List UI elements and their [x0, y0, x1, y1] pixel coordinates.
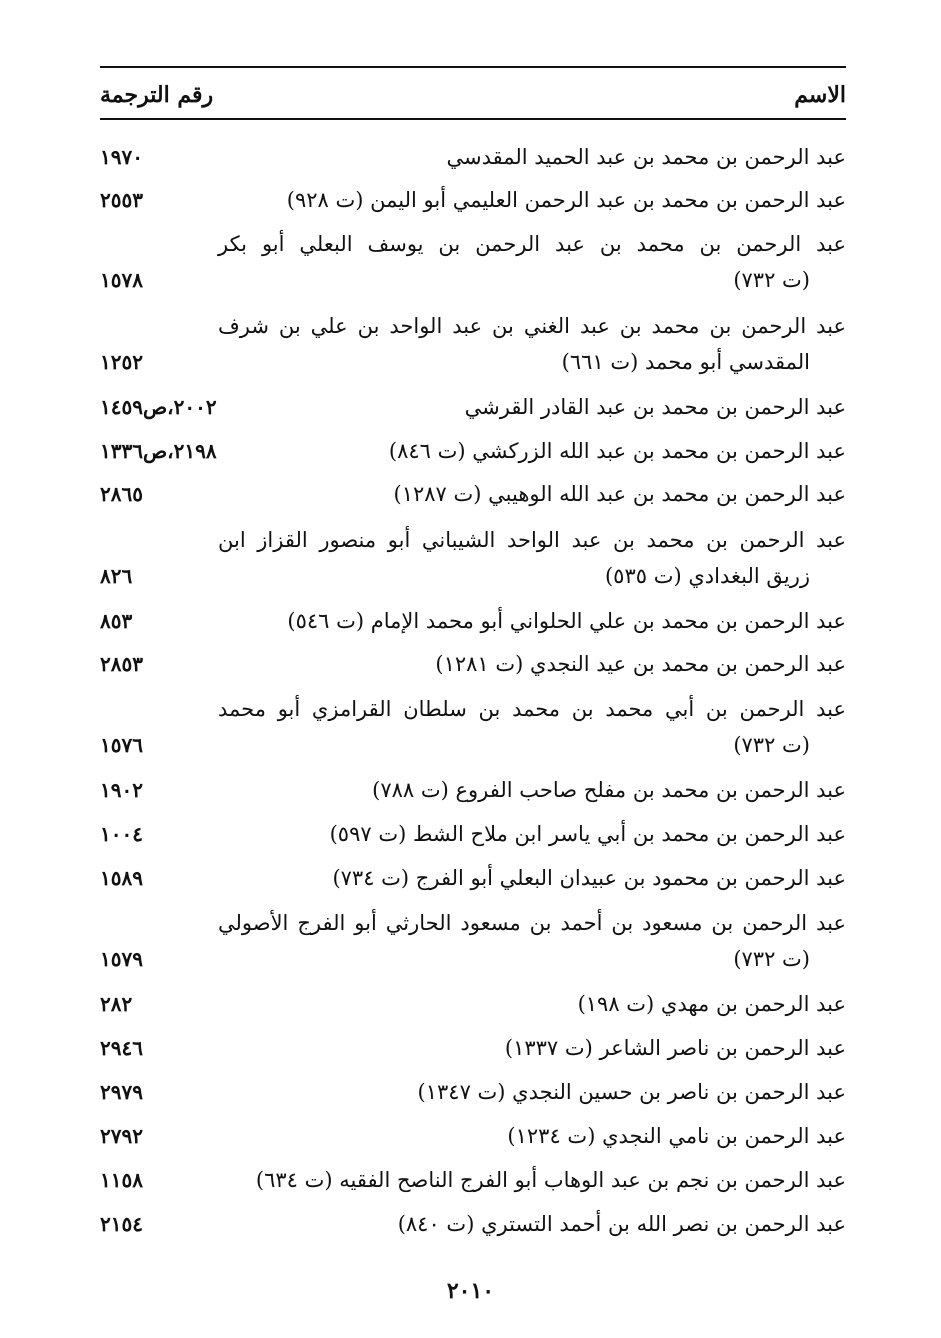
entry-name: [218, 860, 846, 896]
entries-list: [100, 0, 846, 1338]
entry-number: ١٩٧٠: [100, 145, 143, 169]
entry-name: [218, 1030, 846, 1066]
entry-number: ١٩٠٢: [100, 778, 143, 802]
entry-name-line1: عبد الرحمن بن محمد بن مفلح صاحب الفروع (ت ٧٨٨): [372, 778, 846, 802]
entry-name: [218, 986, 846, 1022]
entry-name: [218, 1074, 846, 1110]
entry-name: [218, 816, 846, 852]
entry-name: [218, 389, 846, 425]
entry-name: [218, 522, 846, 594]
entry-name-line1: عبد الرحمن بن نجم بن عبد الوهاب أبو الفرج الناصح الفقيه (ت ٦٣٤): [255, 1168, 846, 1192]
entry-number: ٢٩٤٦: [100, 1036, 143, 1060]
number-column-header: رقم الترجمة: [100, 82, 214, 108]
entry-name-line1: عبد الرحمن بن محمد بن عبد الله الزركشي (ت ٨٤٦): [388, 439, 846, 463]
entry-name-line1: عبد الرحمن بن محمد بن عيد النجدي (ت ١٢٨١): [435, 652, 846, 676]
entry-name-line1: عبد الرحمن بن محمد بن عبد الرحمن العليمي أبو اليمن (ت ٩٢٨): [286, 188, 846, 212]
entry-name: [218, 772, 846, 808]
entry-number: ٢١٩٨،ص١٣٣٦: [100, 439, 217, 463]
entry-name-line1: عبد الرحمن بن محمود بن عبيدان البعلي أبو الفرج (ت ٧٣٤): [332, 866, 846, 890]
entry-name-line2: (ت ٧٣٢): [733, 947, 810, 971]
entry-number: ٢٨٦٥: [100, 482, 143, 506]
entry-name: [218, 691, 846, 763]
entry-number: ١٢٥٢: [100, 350, 143, 374]
entry-name-line1: عبد الرحمن بن نامي النجدي (ت ١٢٣٤): [507, 1124, 846, 1148]
entry-name: [218, 905, 846, 977]
entry-name-line1: عبد الرحمن بن مهدي (ت ١٩٨): [577, 992, 846, 1016]
entry-name: [218, 1162, 846, 1198]
entry-name-line1: عبد الرحمن بن ناصر بن حسين النجدي (ت ١٣٤٧): [417, 1080, 846, 1104]
entry-name-line1: عبد الرحمن بن محمد بن عبد الغني بن عبد الواحد بن علي بن شرف: [218, 314, 846, 338]
entry-name-line1: عبد الرحمن بن محمد بن أبي ياسر ابن ملاح الشط (ت ٥٩٧): [329, 822, 846, 846]
entry-number: ٢٥٥٣: [100, 188, 143, 212]
entry-name: [218, 433, 846, 469]
page-number: ٢٠١٠: [446, 1278, 495, 1304]
entry-number: ١٥٧٦: [100, 733, 143, 757]
entry-number: ١٥٧٨: [100, 268, 143, 292]
entry-number: ٢١٥٤: [100, 1212, 143, 1236]
entry-name: [218, 139, 846, 175]
entry-name: [218, 476, 846, 512]
entry-number: ١١٥٨: [100, 1168, 143, 1192]
entry-name-line1: عبد الرحمن بن محمد بن عبد القادر القرشي: [464, 395, 846, 419]
entry-number: ٨٢٦: [100, 564, 133, 588]
entry-number: ٨٥٣: [100, 609, 133, 633]
entry-name-line1: عبد الرحمن بن نصر الله بن أحمد التستري (ت ٨٤٠): [397, 1212, 846, 1236]
entry-name-line1: عبد الرحمن بن أبي محمد بن محمد بن سلطان القرامزي أبو محمد: [218, 697, 846, 721]
entry-name: [218, 182, 846, 218]
entry-name-line2: (ت ٧٣٢): [733, 268, 810, 292]
entry-name-line1: عبد الرحمن بن محمد بن عبد الله الوهيبي (ت ١٢٨٧): [393, 482, 846, 506]
entry-name: [218, 308, 846, 380]
entry-number: ٢٩٧٩: [100, 1080, 143, 1104]
entry-number: ٢٨٢: [100, 992, 133, 1016]
entry-name: [218, 603, 846, 639]
entry-name: [218, 1206, 846, 1242]
entry-name-line1: عبد الرحمن بن محمد بن عبد الرحمن بن يوسف البعلي أبو بكر: [218, 232, 846, 256]
entry-name-line1: عبد الرحمن بن محمد بن عبد الواحد الشيباني أبو منصور القزاز ابن: [218, 528, 846, 552]
entry-name-line2: (ت ٧٣٢): [733, 733, 810, 757]
entry-name-line1: عبد الرحمن بن مسعود بن أحمد بن مسعود الحارثي أبو الفرج الأصولي: [218, 911, 846, 935]
entry-number: ١٥٨٩: [100, 866, 143, 890]
entry-number: ٢٧٩٢: [100, 1124, 143, 1148]
entry-name-line1: عبد الرحمن بن ناصر الشاعر (ت ١٣٣٧): [504, 1036, 846, 1060]
name-column-header: الاسم: [794, 82, 846, 108]
entry-number: ٢٠٠٢،ص١٤٥٩: [100, 395, 217, 419]
entry-number: ٢٨٥٣: [100, 652, 143, 676]
entry-name-line1: عبد الرحمن بن محمد بن علي الحلواني أبو محمد الإمام (ت ٥٤٦): [287, 609, 846, 633]
entry-name: [218, 1118, 846, 1154]
entry-name: [218, 646, 846, 682]
entry-name: [218, 226, 846, 298]
entry-name-line2: المقدسي أبو محمد (ت ٦٦١): [561, 350, 810, 374]
entry-name-line2: زريق البغدادي (ت ٥٣٥): [604, 564, 810, 588]
entry-number: ١٥٧٩: [100, 947, 143, 971]
entry-name-line1: عبد الرحمن بن محمد بن عبد الحميد المقدسي: [446, 145, 846, 169]
entry-number: ١٠٠٤: [100, 822, 143, 846]
